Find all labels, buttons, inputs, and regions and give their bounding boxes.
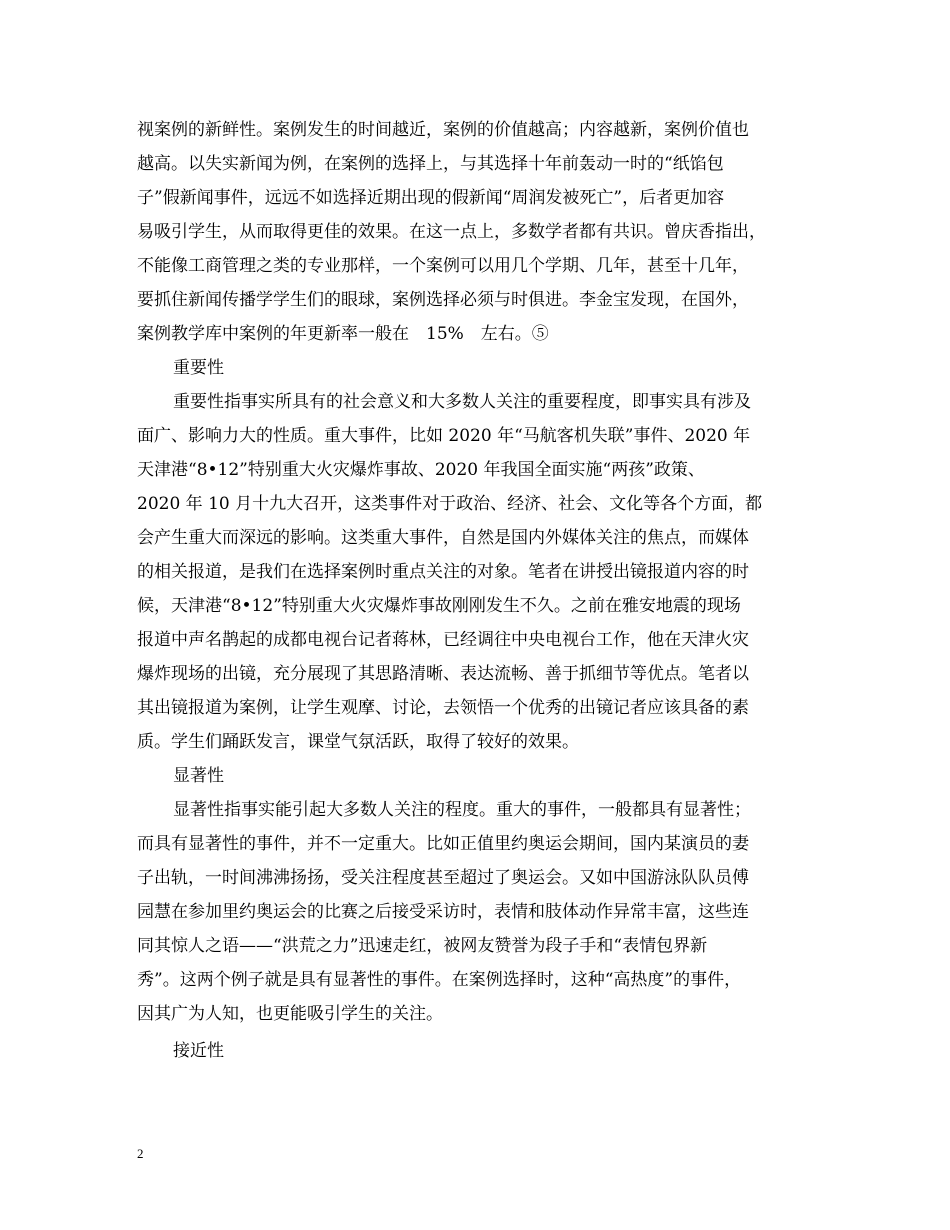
text-line: 的相关报道，是我们在选择案例时重点关注的对象。笔者在讲授出镜报道内容的时: [137, 562, 749, 582]
text-line: 子”假新闻事件，远远不如选择近期出现的假新闻“周润发被死亡”，后者更加容: [137, 188, 725, 208]
text-line: 天津港“8•12”特别重大火灾爆炸事故、2020 年我国全面实施“两孩”政策、: [137, 460, 705, 480]
page-body: [137, 113, 817, 1068]
section-heading: 重要性: [173, 358, 224, 378]
text-line: 因其广为人知，也更能吸引学生的关注。: [137, 1004, 443, 1024]
text-line: 园慧在参加里约奥运会的比赛之后接受采访时，表情和肢体动作异常丰富，这些连: [137, 902, 749, 922]
text-line: 其出镜报道为案例，让学生观摩、讨论，去领悟一个优秀的出镜记者应该具备的素: [137, 698, 749, 718]
text-line: 会产生重大而深远的影响。这类重大事件，自然是国内外媒体关注的焦点，而媒体: [137, 528, 749, 548]
text-line: 视案例的新鲜性。案例发生的时间越近，案例的价值越高；内容越新，案例价值也: [137, 120, 749, 140]
text-line: 易吸引学生，从而取得更佳的效果。在这一点上，多数学者都有共识。曾庆香指出，: [137, 222, 766, 242]
text-line: 而具有显著性的事件，并不一定重大。比如正值里约奥运会期间，国内某演员的妻: [137, 834, 749, 854]
text-line: 秀”。这两个例子就是具有显著性的事件。在案例选择时，这种“高热度”的事件，: [137, 970, 742, 990]
paragraph-novelty-continued: [137, 113, 817, 351]
text-line: 2020 年 10 月十九大召开，这类事件对于政治、经济、社会、文化等各个方面，都: [137, 494, 763, 514]
text-line: 显著性指事实能引起大多数人关注的程度。重大的事件，一般都具有显著性；: [173, 800, 751, 820]
section-heading: 显著性: [173, 766, 224, 786]
text-line: 不能像工商管理之类的专业那样，一个案例可以用几个学期、几年，甚至十几年，: [137, 256, 749, 276]
paragraph-importance: [137, 385, 817, 759]
section-heading-proximity: [137, 1034, 817, 1068]
text-line: 子出轨，一时间沸沸扬扬，受关注程度甚至超过了奥运会。又如中国游泳队队员傅: [137, 868, 749, 888]
paragraph-prominence: [137, 793, 817, 1031]
text-line: 报道中声名鹊起的成都电视台记者蒋林，已经调往中央电视台工作，他在天津火灾: [137, 630, 749, 650]
text-line: 要抓住新闻传播学学生们的眼球，案例选择必须与时俱进。李金宝发现，在国外，: [137, 290, 749, 310]
text-line: 越高。以失实新闻为例，在案例的选择上，与其选择十年前轰动一时的“纸馅包: [137, 154, 724, 174]
section-heading-importance: [137, 351, 817, 385]
section-heading: 接近性: [173, 1041, 224, 1061]
text-line: 爆炸现场的出镜，充分展现了其思路清晰、表达流畅、善于抓细节等优点。笔者以: [137, 664, 749, 684]
text-line: 案例教学库中案例的年更新率一般在 15% 左右。⑤: [137, 324, 549, 344]
text-line: 候，天津港“8•12”特别重大火灾爆炸事故刚刚发生不久。之前在雅安地震的现场: [137, 596, 741, 616]
text-line: 面广、影响力大的性质。重大事件，比如 2020 年“马航客机失联”事件、2020 年: [137, 426, 751, 446]
section-heading-prominence: [137, 759, 817, 793]
text-line: 重要性指事实所具有的社会意义和大多数人关注的重要程度，即事实具有涉及: [173, 392, 751, 412]
page-number: 2: [137, 1146, 144, 1161]
text-line: 同其惊人之语——“洪荒之力”迅速走红，被网友赞誉为段子手和“表情包界新: [137, 936, 708, 956]
text-line: 质。学生们踊跃发言，课堂气氛活跃，取得了较好的效果。: [137, 732, 579, 752]
